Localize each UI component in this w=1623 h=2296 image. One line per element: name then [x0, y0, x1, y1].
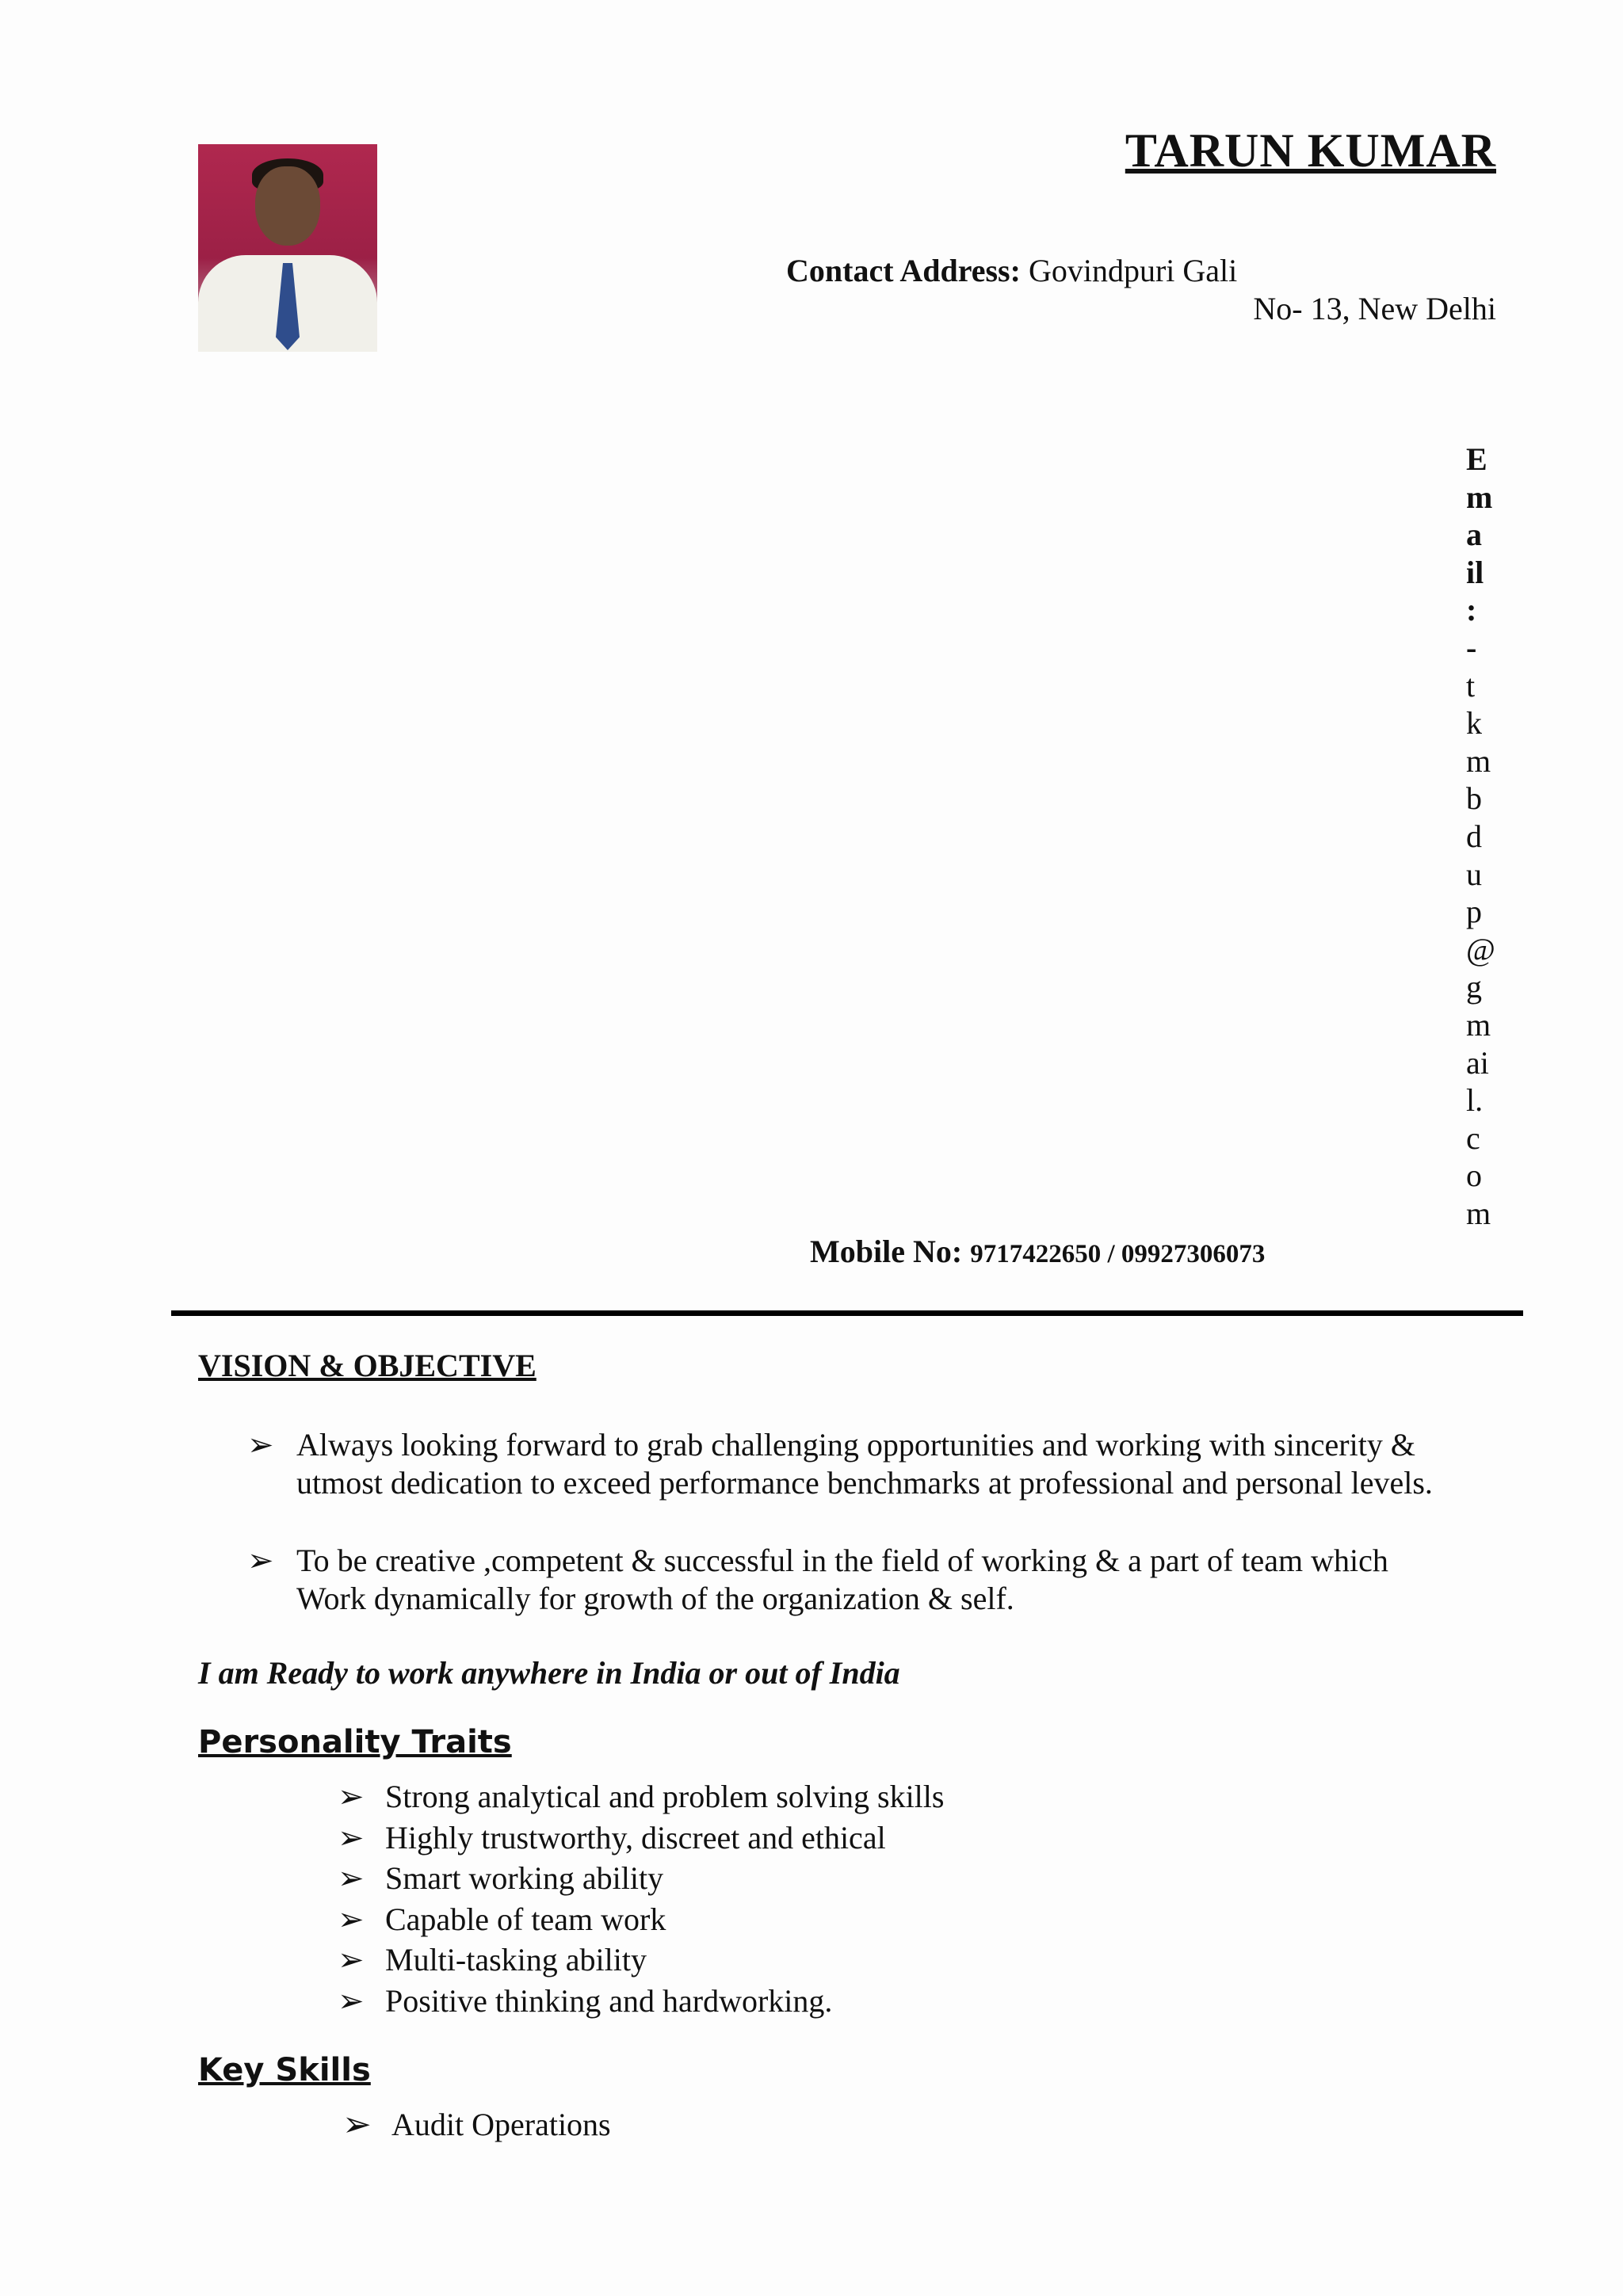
mobile-number — [810, 1233, 1265, 1270]
email-char: ai — [1466, 1044, 1489, 1081]
contact-line2: No- 13, New Delhi — [1253, 291, 1496, 326]
arrow-bullet-icon: ➢ — [338, 1779, 365, 1814]
vision-item-line: To be creative ,competent & successful in the field of working & a part of team which — [296, 1543, 1388, 1578]
arrow-bullet-icon: ➢ — [247, 1427, 274, 1463]
vision-heading: VISION & OBJECTIVE — [198, 1348, 537, 1383]
candidate-name: TARUN KUMAR — [1125, 124, 1496, 177]
email-char: u — [1466, 856, 1482, 892]
mobile-value: 9717422650 / 09927306073 — [970, 1240, 1266, 1268]
vision-item-line: Always looking forward to grab challenging opportunities and working with sincerity & — [296, 1427, 1415, 1463]
email-char: : — [1466, 592, 1477, 628]
mobile-label: Mobile No: — [810, 1234, 963, 1269]
email-char: g — [1466, 969, 1482, 1005]
email-char: m — [1466, 742, 1491, 779]
email-char: m — [1466, 479, 1493, 515]
arrow-bullet-icon: ➢ — [342, 2105, 372, 2144]
email-char: E — [1466, 441, 1487, 477]
arrow-bullet-icon: ➢ — [338, 1860, 365, 1897]
email-char: d — [1466, 818, 1482, 854]
contact-line1: Govindpuri Gali — [1028, 253, 1238, 288]
email-char: - — [1466, 629, 1477, 666]
email-char: b — [1466, 780, 1482, 817]
resume-page: TARUN KUMAR Contact Address: Govindpuri Gali No- 13, New Delhi E m a il : - t k m b d u p @ g m ai l. c o m Mobile No: 9717422650 / 09927306073 VISION & OBJECTIVE ➢ Always looking forward to grab challenging opportunities and working with sincerity & utmost dedication to exceed performance benchmarks at professional and personal levels. ➢ To be creative ,competent & successful in the field of working & a part of team which Work dynamically for growth of the organization & self. I am Ready to work anywhere in India or out of India Personality Traits ➢ Strong analytical and problem solving skills ➢ Highly trustworthy, discreet and ethical ➢ Smart working ability ➢ Capable of team work ➢ Multi-tasking ability ➢ Positive thinking and hardworking. Key Skills ➢ Audit Operations — [0, 0, 1623, 2296]
email-char: p — [1466, 894, 1482, 930]
arrow-bullet-icon: ➢ — [338, 1982, 365, 2019]
personality-heading: Personality Traits — [198, 1724, 512, 1760]
email-vertical — [1466, 441, 1514, 1232]
email-char: k — [1466, 705, 1482, 742]
email-char: c — [1466, 1119, 1480, 1156]
email-char: t — [1466, 667, 1476, 704]
email-char: o — [1466, 1158, 1482, 1194]
header-divider — [171, 1310, 1523, 1316]
arrow-bullet-icon: ➢ — [247, 1543, 274, 1578]
contact-label: Contact Address: — [786, 253, 1021, 288]
relocation-statement: I am Ready to work anywhere in India or out of India — [198, 1655, 900, 1691]
email-char: l. — [1466, 1082, 1484, 1119]
vision-item-line: Work dynamically for growth of the organization & self. — [296, 1581, 1014, 1616]
arrow-bullet-icon: ➢ — [338, 1819, 365, 1855]
vision-item-line: utmost dedication to exceed performance benchmarks at professional and personal levels. — [296, 1465, 1433, 1501]
arrow-bullet-icon: ➢ — [338, 1942, 365, 1978]
key-skills-heading: Key Skills — [198, 2052, 371, 2088]
email-char: il — [1466, 554, 1484, 590]
list-item: Audit Operations — [391, 2107, 611, 2142]
email-char: m — [1466, 1195, 1491, 1231]
email-char: @ — [1466, 931, 1495, 967]
email-char: m — [1466, 1006, 1491, 1043]
email-char: a — [1466, 517, 1482, 553]
contact-address — [786, 252, 1237, 289]
arrow-bullet-icon: ➢ — [338, 1901, 365, 1937]
profile-photo — [198, 144, 377, 352]
